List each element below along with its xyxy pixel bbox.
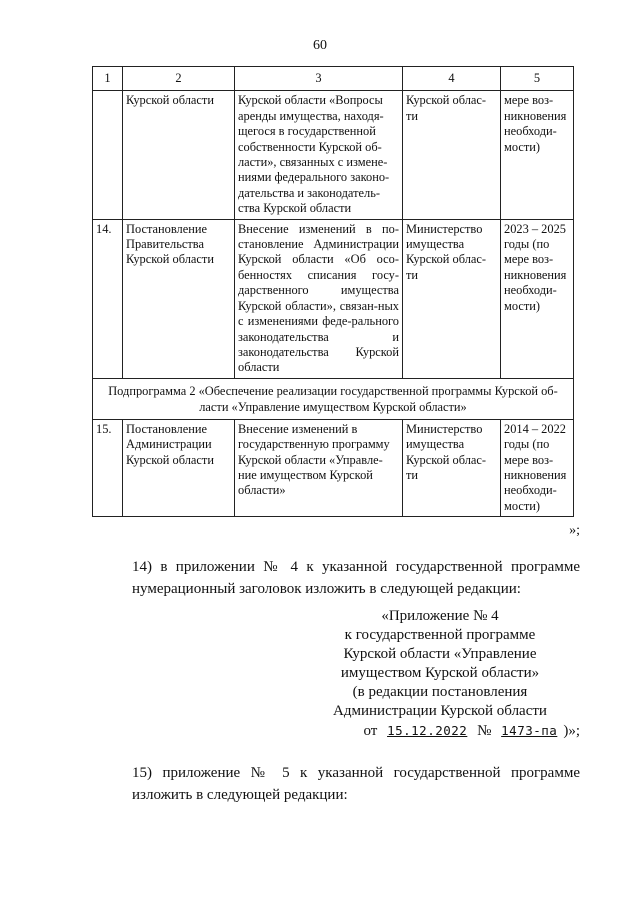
executor: Министерство имущества Курской облас-ти	[403, 419, 501, 516]
document-type: Постановление Правительства Курской области	[123, 219, 235, 378]
appendix-line: (в редакции постановления	[352, 684, 528, 700]
subprogram-row	[93, 378, 574, 419]
number-label: №	[477, 723, 492, 739]
subprogram-title: Подпрограмма 2 «Обеспечение реализации государственной программы Курской об-ласти «Управление имуществом Курской области»	[93, 378, 574, 419]
appendix-line: Администрации Курской области	[333, 703, 547, 719]
resolution-date: 15.12.2022	[387, 723, 468, 738]
deadline: 2023 – 2025 годы (по мере воз-никновения необходи-мости)	[501, 219, 574, 378]
executor: Министерство имущества Курской облас-ти	[403, 219, 501, 378]
row-number: 14.	[93, 219, 123, 378]
executor: Курской облас-ти	[403, 91, 501, 219]
deadline: 2014 – 2022 годы (по мере воз-никновения необходи-мости)	[501, 419, 574, 516]
page-number: 60	[313, 38, 327, 53]
document-type: Курской области	[123, 91, 235, 219]
measures-table	[92, 66, 574, 517]
header-cell: 3	[235, 67, 403, 91]
resolution-number: 1473-па	[501, 723, 558, 738]
appendix-line: «Приложение № 4	[381, 608, 499, 624]
header-cell: 5	[501, 67, 574, 91]
paragraph-14	[92, 556, 580, 600]
appendix-heading	[300, 607, 580, 741]
measure-description: Внесение изменений в по-становление Администрации Курской области «Об осо-бенностях списания госу-дарственного имущества Курской области», связан-ных с изменениями феде-рального законодательства и законодательства Курской области	[235, 219, 403, 378]
from-label: от	[363, 723, 378, 739]
header-cell: 2	[123, 67, 235, 91]
header-cell: 4	[403, 67, 501, 91]
table-row	[93, 91, 574, 219]
appendix-signature-line	[300, 721, 580, 741]
measure-description: Внесение изменений в государственную программу Курской области «Управле-ние имуществом Курской области»	[235, 419, 403, 516]
paragraph-14-text: 14) в приложении № 4 к указанной государственной программе нумерационный заголовок изложить в следующей редакции:	[132, 559, 580, 597]
table-header-row	[93, 67, 574, 91]
header-cell: 1	[93, 67, 123, 91]
appendix-line: Курской области «Управление	[343, 646, 537, 662]
paragraph-15	[92, 762, 580, 806]
closing-quote: »;	[569, 523, 580, 538]
paragraph-15-text: 15) приложение № 5 к указанной государственной программе изложить в следующей редакции:	[132, 765, 580, 803]
appendix-line: имуществом Курской области»	[340, 665, 540, 681]
appendix-tail: )»;	[563, 723, 580, 739]
table-row	[93, 219, 574, 378]
table-row	[93, 419, 574, 516]
document-type: Постановление Администрации Курской области	[123, 419, 235, 516]
row-number: 15.	[93, 419, 123, 516]
row-number	[93, 91, 123, 219]
appendix-line: к государственной программе	[344, 627, 536, 643]
deadline: мере воз-никновения необходи-мости)	[501, 91, 574, 219]
measure-description: Курской области «Вопросы аренды имущества, находя-щегося в государственной собственности Курской об-ласти», связанных с измене-ниями федерального законо-дательства и законодатель-ства Курской области	[235, 91, 403, 219]
